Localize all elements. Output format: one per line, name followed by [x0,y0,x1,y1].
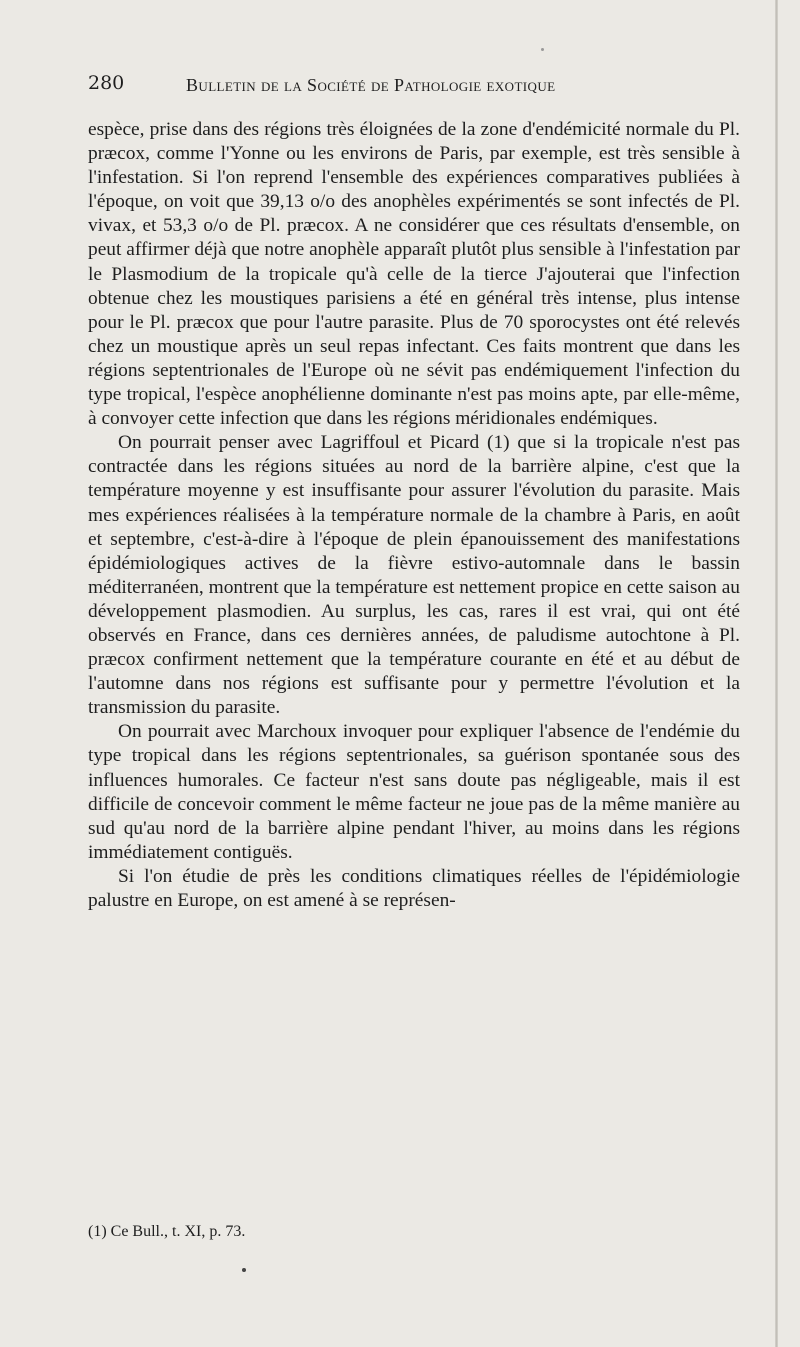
paragraph-3: On pourrait avec Marchoux invoquer pour expliquer l'absence de l'endémie du type tropical dans les régions septentrionales, sa guérison spontanée sous des influences humorales. Ce facteur n'est sans doute pas négligeable, mais il est difficile de concevoir comment le même facteur ne joue pas de la même manière au sud qu'au nord de la barrière alpine pendant l'hiver, au moins dans les régions immédiatement contiguës. [88,721,740,863]
ink-speck [541,48,544,51]
page-edge [775,0,778,1347]
page-number: 280 [88,72,125,94]
running-head [88,72,648,102]
paragraph-2: On pourrait penser avec Lagriffoul et Picard (1) que si la tropicale n'est pas contractée dans les régions situées au nord de la barrière alpine, c'est que la température moyenne y est insuffisante pour assurer l'évolution du parasite. Mais mes expériences réalisées à la température normale de la chambre à Paris, en août et septembre, c'est-à-dire à l'époque de plein épanouissement des manifestations épidémiologiques actives de la fièvre estivo-automnale dans le bassin méditerranéen, montrent que la température est nettement propice en cette saison au développement plasmodien. Au surplus, les cas, rares il est vrai, qui ont été observés en France, dans ces dernières années, de paludisme autochtone à Pl. præcox confirment nettement que la température courante en été et au début de l'automne dans nos régions est suffisante pour y permettre l'évolution et la transmission du parasite. [88,432,740,719]
ink-speck [242,1268,246,1272]
footnote: (1) Ce Bull., t. XI, p. 73. [88,1223,246,1240]
body-text [88,118,740,913]
paragraph-1: espèce, prise dans des régions très éloignées de la zone d'endémicité normale du Pl. præcox, comme l'Yonne ou les environs de Paris, par exemple, est très sensible à l'infestation. Si l'on reprend l'ensemble des expériences comparatives publiées à l'époque, on voit que 39,13 o/o des anophèles expérimentés se sont infectés de Pl. vivax, et 53,3 o/o de Pl. præcox. A ne considérer que ces résultats d'ensemble, on peut affirmer déjà que notre anophèle apparaît plutôt plus sensible à l'infestation par le Plasmodium de la tropicale qu'à celle de la tierce J'ajouterai que l'infection obtenue chez les moustiques parisiens a été en général très intense, plus intense pour le Pl. præcox que pour l'autre parasite. Plus de 70 sporocystes ont été relevés chez un moustique après un seul repas infectant. Ces faits montrent que dans les régions septentrionales de l'Europe où ne sévit pas endémiquement l'infection du type tropical, l'espèce anophélienne dominante n'est pas moins apte, par elle-même, à convoyer cette infection que dans les régions méridionales endémiques. [88,119,740,430]
paragraph-4: Si l'on étudie de près les conditions climatiques réelles de l'épidémiologie palustre en Europe, on est amené à se représen- [88,865,740,911]
journal-title: Bulletin de la Société de Pathologie exotique [186,75,556,95]
